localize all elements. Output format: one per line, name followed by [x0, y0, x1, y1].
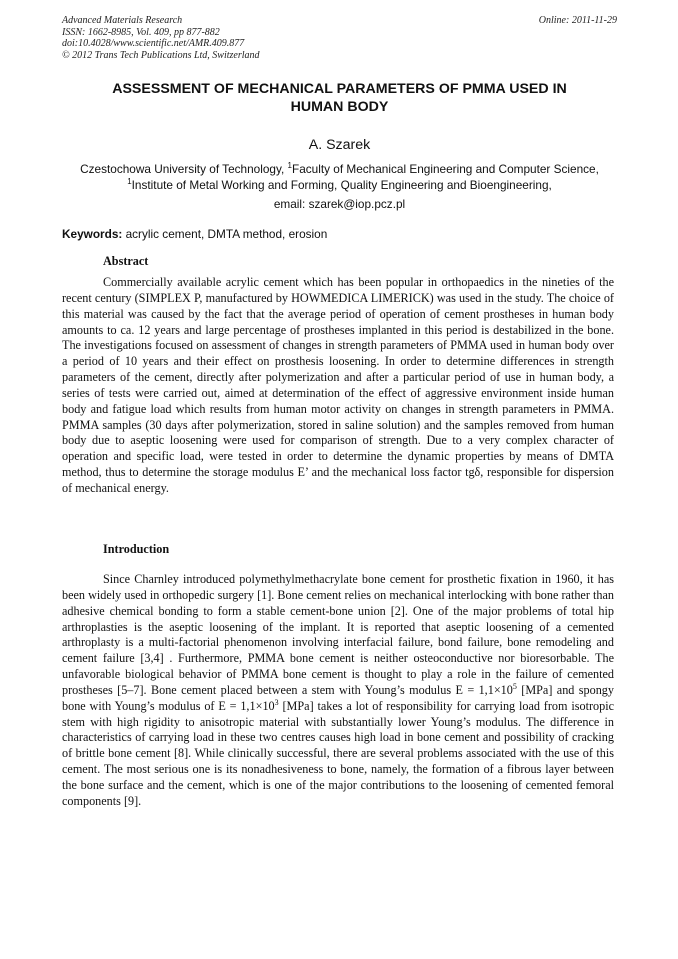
keywords-text: acrylic cement, DMTA method, erosion: [122, 227, 328, 241]
author-name: A. Szarek: [308, 137, 371, 153]
intro-text-part-2: [MPa] and spongy bone with Young’s modulus of E = 1,1×10: [62, 682, 614, 713]
journal-copyright: © 2012 Trans Tech Publications Ltd, Switzerland: [62, 49, 260, 61]
introduction-text: [62, 572, 614, 810]
online-date: Online: 2011-11-29: [538, 15, 617, 26]
introduction-heading: Introduction: [103, 542, 170, 556]
title-line-2: HUMAN BODY: [290, 99, 389, 115]
intro-sup-2: 3: [274, 697, 279, 707]
author-email: email: szarek@iop.pcz.pl: [273, 197, 406, 211]
abstract-text: Commercially available acrylic cement which has been popular in orthopaedics in the nineties of the recent century (SIMPLEX P, manufactured by HOWMEDICA LIMERICK) was used in the study. The choice of this material was caused by the fact that the average period of operation of cement prostheses in human body amounts to ca. 12 years and large percentage of prostheses implanted in this period is destabilized in the bone. The investigations focused on assessment of changes in strength parameters of PMMA used in human body over a period of 10 years and their effect on prosthesis loosening. In order to determine differences in strength parameters of the cement, directly after polymerization and after a particular period of use in human body, a series of tests were carried out, aimed at determination of the effect of aggressive environment inside human body and fatigue load which results from human motor activity on changes in strength parameters in PMMA. PMMA samples (30 days after polymerization, stored in saline solution) and the samples removed from human body due to aseptic loosening were used for comparison of strength. Due to a very complex character of operation and specific load, were tested in order to determine the dynamic properties by means of DMTA method, thus to determine the storage modulus E’ and the mechanical loss factor tgδ, responsible for dispersion of mechanical energy.: [62, 275, 614, 495]
affiliation: [62, 161, 617, 193]
affiliation-part-3: Institute of Metal Working and Forming, Quality Engineering and Bioengineering,: [131, 178, 552, 192]
affiliation-part-2: Faculty of Mechanical Engineering and Computer Science,: [291, 162, 599, 176]
abstract-heading: Abstract: [103, 254, 149, 268]
journal-name: Advanced Materials Research: [62, 15, 183, 26]
intro-sup-1: 5: [512, 681, 517, 691]
journal-header: [62, 15, 617, 61]
paper-title: [62, 80, 617, 116]
intro-text-part-3: [MPa] takes a lot of responsibility for carrying load from isotropic stem with high rigidity to anisotropic material with substantially lower Young’s modulus. The difference in characteristics of carrying load in these two centres causes high load in bone cement and possibility of cracking of brittle bone cement [8]. While clinically successful, there are several problems associated with the use of this cement. The most serious one is its nonadhesiveness to bone, namely, the formation of a fibrous layer between the bone surface and the cement, which is one of the major contributions to the loosening of cemented femoral components [9].: [62, 698, 614, 808]
journal-doi: doi:10.4028/www.scientific.net/AMR.409.877: [62, 38, 245, 49]
affiliation-part-1: Czestochowa University of Technology,: [80, 162, 288, 176]
affiliation-sup-1: 1: [287, 161, 292, 171]
keywords-label: Keywords:: [62, 227, 123, 241]
affiliation-sup-2: 1: [127, 177, 132, 187]
title-line-1: ASSESSMENT OF MECHANICAL PARAMETERS OF PMMA USED IN: [112, 81, 567, 97]
intro-text-part-1: Since Charnley introduced polymethylmethacrylate bone cement for prosthetic fixation in 1960, it has been widely used in orthopedic surgery [1]. Bone cement relies on mechanical interlocking with bone rather than adhesive chemical bonding to form a stable cement-bone union [2]. One of the major problems of total hip arthroplasties is the aseptic loosening of the implant. It is reported that aseptic loosening of a cemented arthroplasty is a multi-factorial phenomenon involving interfacial failure, bond failure, bone remodeling and cement failure [3,4] . Furthermore, PMMA bone cement is neither osteoconductive nor bioresorbable. The unfavorable biological behavior of PMMA bone cement is thought to play a role in the failure of cemented prostheses [5–7]. Bone cement placed between a stem with Young’s modulus E = 1,1×10: [62, 572, 614, 697]
keywords: [62, 226, 617, 242]
journal-issn: ISSN: 1662-8985, Vol. 409, pp 877-882: [62, 26, 220, 38]
